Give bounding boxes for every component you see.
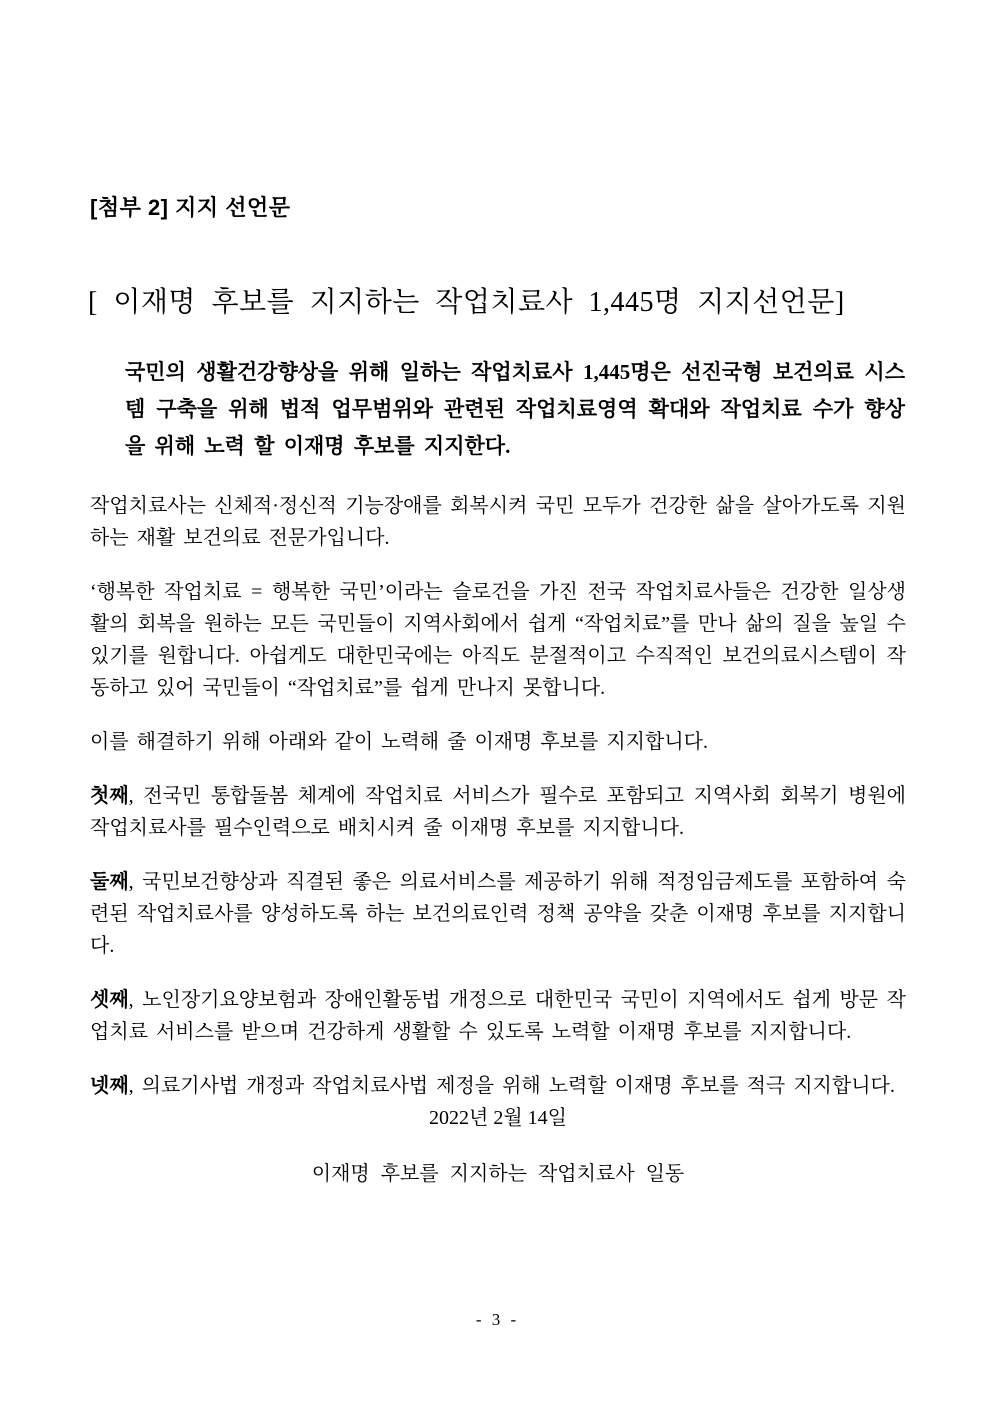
declaration-body: [90, 490, 906, 1190]
paragraph-intro-3: 이를 해결하기 위해 아래와 같이 노력해 줄 이재명 후보를 지지합니다.: [90, 731, 708, 753]
declaration-date: 2022년 2월 14일: [429, 1107, 567, 1129]
pledge-item-2: [90, 866, 906, 962]
attachment-label: [첨부 2] 지지 선언문: [90, 195, 291, 220]
pledge-item-4: [90, 1070, 906, 1102]
pledge-text-2: , 국민보건향상과 직결된 좋은 의료서비스를 제공하기 위해 적정임금제도를 포함하여 숙련된 작업치료사를 양성하도록 하는 보건의료인력 정책 공약을 갖춘 이재명 후보를 지지합니다.: [90, 871, 906, 957]
page-number: - 3 -: [475, 1310, 517, 1329]
pledge-text-1: , 전국민 통합돌봄 체계에 작업치료 서비스가 필수로 포함되고 지역사회 회복기 병원에 작업치료사를 필수인력으로 배치시켜 줄 이재명 후보를 지지합니다.: [90, 785, 906, 839]
declaration-headline: [ 이재명 후보를 지지하는 작업치료사 1,445명 지지선언문]: [88, 287, 845, 318]
pledge-prefix-2: 둘째: [90, 871, 129, 893]
signature: 이재명 후보를 지지하는 작업치료사 일동: [311, 1163, 685, 1185]
pledge-text-4: , 의료기사법 개정과 작업치료사법 제정을 위해 노력할 이재명 후보를 적극 지지합니다.: [128, 1075, 895, 1097]
pledge-prefix-4: 넷째: [90, 1075, 129, 1097]
pledge-item-3: [90, 984, 906, 1048]
pledge-item-1: [90, 780, 906, 844]
pledge-text-3: , 노인장기요양보험과 장애인활동법 개정으로 대한민국 국민이 지역에서도 쉽게 방문 작업치료 서비스를 받으며 건강하게 생활할 수 있도록 노력할 이재명 후보를 지지합니다.: [90, 989, 906, 1043]
paragraph-intro-2: ‘행복한 작업치료 = 행복한 국민’이라는 슬로건을 가진 전국 작업치료사들은 건강한 일상생활의 회복을 원하는 모든 국민들이 지역사회에서 쉽게 “작업치료”를 만나 삶의 질을 높일 수 있기를 원합니다. 아쉽게도 대한민국에는 아직도 분절적이고 수직적인 보건의료시스템이 작동하고 있어 국민들이 “작업치료”를 쉽게 만나지 못합니다.: [90, 581, 906, 699]
lead-statement: 국민의 생활건강향상을 위해 일하는 작업치료사 1,445명은 선진국형 보건의료 시스템 구축을 위해 법적 업무범위와 관련된 작업치료영역 확대와 작업치료 수가 향상을 위해 노력 할 이재명 후보를 지지한다.: [125, 360, 905, 458]
pledge-prefix-1: 첫째: [90, 785, 129, 807]
paragraph-intro-1: 작업치료사는 신체적·정신적 기능장애를 회복시켜 국민 모두가 건강한 삶을 살아가도록 지원하는 재활 보건의료 전문가입니다.: [90, 495, 906, 549]
pledge-prefix-3: 셋째: [90, 989, 129, 1011]
